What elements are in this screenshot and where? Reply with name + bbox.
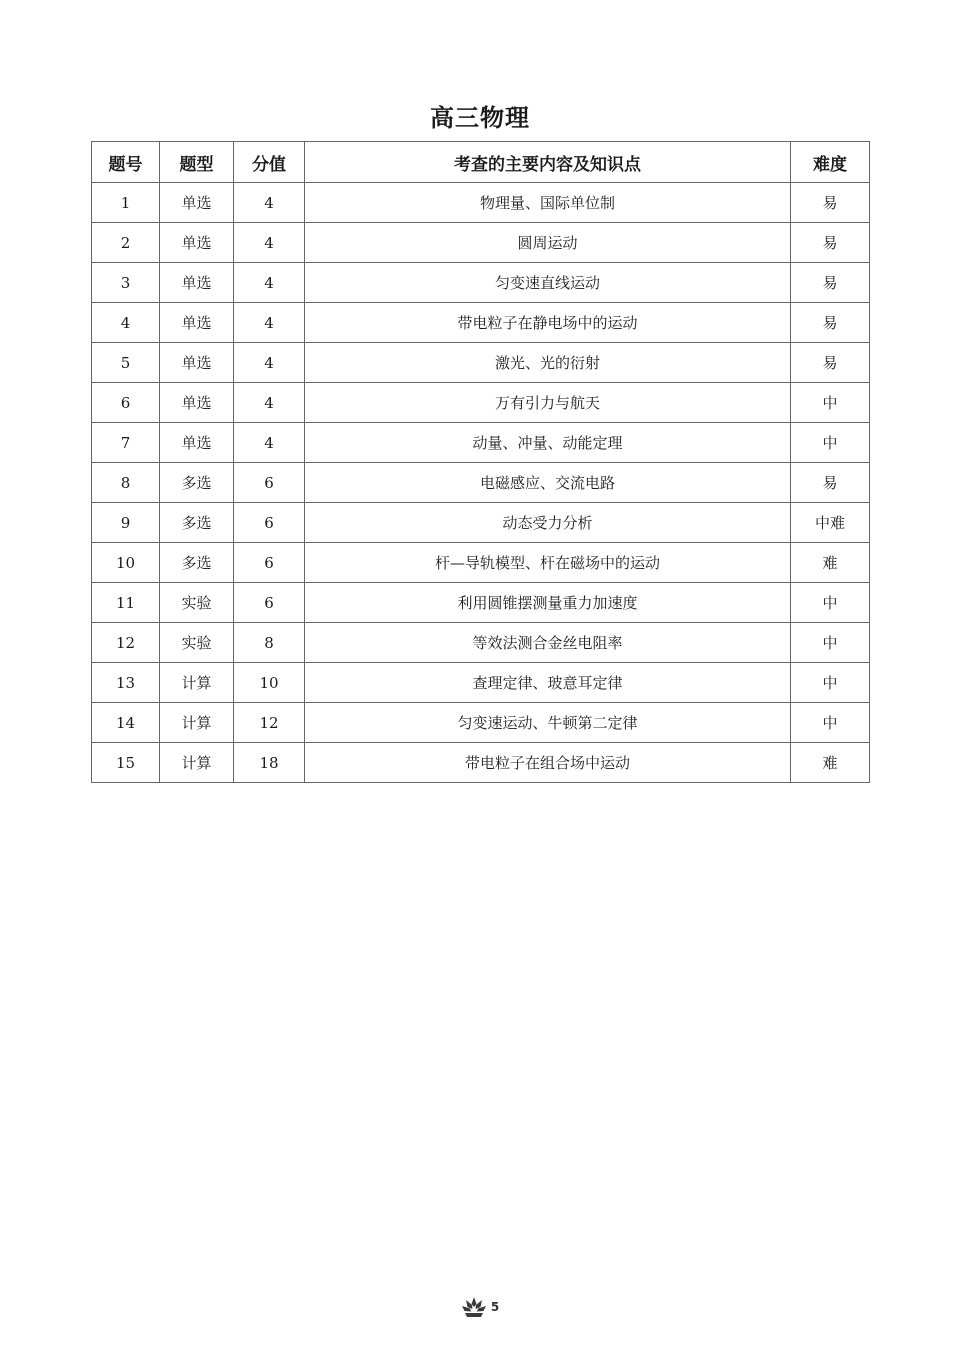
cell-difficulty: 中难 (791, 503, 870, 543)
cell-question-type: 计算 (160, 703, 234, 743)
table-row (92, 543, 870, 583)
header-difficulty: 难度 (791, 142, 870, 183)
cell-content: 杆—导轨模型、杆在磁场中的运动 (305, 543, 791, 583)
cell-score: 8 (234, 623, 305, 663)
cell-question-number: 11 (92, 583, 160, 623)
cell-question-type: 单选 (160, 303, 234, 343)
cell-difficulty: 中 (791, 423, 870, 463)
cell-content: 电磁感应、交流电路 (305, 463, 791, 503)
cell-question-type: 单选 (160, 223, 234, 263)
cell-difficulty: 中 (791, 383, 870, 423)
cell-content: 匀变速运动、牛顿第二定律 (305, 703, 791, 743)
cell-content: 动态受力分析 (305, 503, 791, 543)
cell-score: 4 (234, 263, 305, 303)
cell-content: 激光、光的衍射 (305, 343, 791, 383)
syllabus-table (91, 141, 870, 783)
table-row (92, 703, 870, 743)
header-question-type: 题型 (160, 142, 234, 183)
cell-question-type: 多选 (160, 463, 234, 503)
cell-difficulty: 易 (791, 223, 870, 263)
cell-score: 4 (234, 343, 305, 383)
header-score: 分值 (234, 142, 305, 183)
header-row (92, 142, 870, 183)
cell-difficulty: 易 (791, 303, 870, 343)
table-row (92, 623, 870, 663)
cell-question-type: 多选 (160, 503, 234, 543)
cell-difficulty: 中 (791, 583, 870, 623)
cell-question-type: 单选 (160, 183, 234, 223)
cell-score: 4 (234, 423, 305, 463)
cell-score: 4 (234, 303, 305, 343)
cell-question-number: 7 (92, 423, 160, 463)
cell-content: 匀变速直线运动 (305, 263, 791, 303)
cell-question-type: 单选 (160, 383, 234, 423)
table-row (92, 663, 870, 703)
cell-difficulty: 中 (791, 703, 870, 743)
cell-score: 4 (234, 183, 305, 223)
page-number: 5 (490, 1300, 500, 1314)
cell-question-type: 单选 (160, 263, 234, 303)
cell-question-number: 4 (92, 303, 160, 343)
cell-question-number: 8 (92, 463, 160, 503)
cell-question-number: 1 (92, 183, 160, 223)
cell-question-number: 10 (92, 543, 160, 583)
cell-question-number: 9 (92, 503, 160, 543)
table-body (92, 183, 870, 783)
table-row (92, 263, 870, 303)
cell-question-type: 计算 (160, 663, 234, 703)
cell-question-type: 实验 (160, 623, 234, 663)
cell-question-type: 单选 (160, 343, 234, 383)
cell-score: 6 (234, 583, 305, 623)
cell-score: 6 (234, 503, 305, 543)
cell-question-number: 13 (92, 663, 160, 703)
table-row (92, 423, 870, 463)
cell-question-number: 15 (92, 743, 160, 783)
cell-question-number: 6 (92, 383, 160, 423)
cell-question-number: 14 (92, 703, 160, 743)
cell-question-number: 2 (92, 223, 160, 263)
cell-score: 18 (234, 743, 305, 783)
table-row (92, 743, 870, 783)
cell-difficulty: 易 (791, 263, 870, 303)
page-title: 高三物理 (430, 104, 530, 132)
cell-content: 带电粒子在组合场中运动 (305, 743, 791, 783)
cell-content: 查理定律、玻意耳定律 (305, 663, 791, 703)
cell-score: 4 (234, 383, 305, 423)
header-question-number: 题号 (92, 142, 160, 183)
cell-content: 利用圆锥摆测量重力加速度 (305, 583, 791, 623)
cell-question-number: 5 (92, 343, 160, 383)
cell-difficulty: 难 (791, 543, 870, 583)
cell-question-number: 12 (92, 623, 160, 663)
cell-content: 万有引力与航天 (305, 383, 791, 423)
cell-question-number: 3 (92, 263, 160, 303)
lotus-logo-icon (461, 1296, 487, 1318)
table-row (92, 223, 870, 263)
table-header (92, 142, 870, 183)
cell-content: 动量、冲量、动能定理 (305, 423, 791, 463)
cell-difficulty: 易 (791, 463, 870, 503)
table-row (92, 183, 870, 223)
cell-score: 6 (234, 543, 305, 583)
table-row (92, 463, 870, 503)
cell-score: 6 (234, 463, 305, 503)
table-row (92, 343, 870, 383)
cell-score: 10 (234, 663, 305, 703)
cell-difficulty: 难 (791, 743, 870, 783)
page-footer (0, 1296, 960, 1318)
table-row (92, 583, 870, 623)
cell-content: 圆周运动 (305, 223, 791, 263)
table-row (92, 503, 870, 543)
table-row (92, 303, 870, 343)
cell-question-type: 多选 (160, 543, 234, 583)
cell-question-type: 实验 (160, 583, 234, 623)
table-row (92, 383, 870, 423)
cell-score: 4 (234, 223, 305, 263)
cell-score: 12 (234, 703, 305, 743)
cell-content: 带电粒子在静电场中的运动 (305, 303, 791, 343)
cell-difficulty: 中 (791, 663, 870, 703)
header-content: 考查的主要内容及知识点 (305, 142, 791, 183)
cell-difficulty: 中 (791, 623, 870, 663)
cell-content: 物理量、国际单位制 (305, 183, 791, 223)
cell-question-type: 单选 (160, 423, 234, 463)
cell-difficulty: 易 (791, 343, 870, 383)
cell-question-type: 计算 (160, 743, 234, 783)
cell-content: 等效法测合金丝电阻率 (305, 623, 791, 663)
cell-difficulty: 易 (791, 183, 870, 223)
